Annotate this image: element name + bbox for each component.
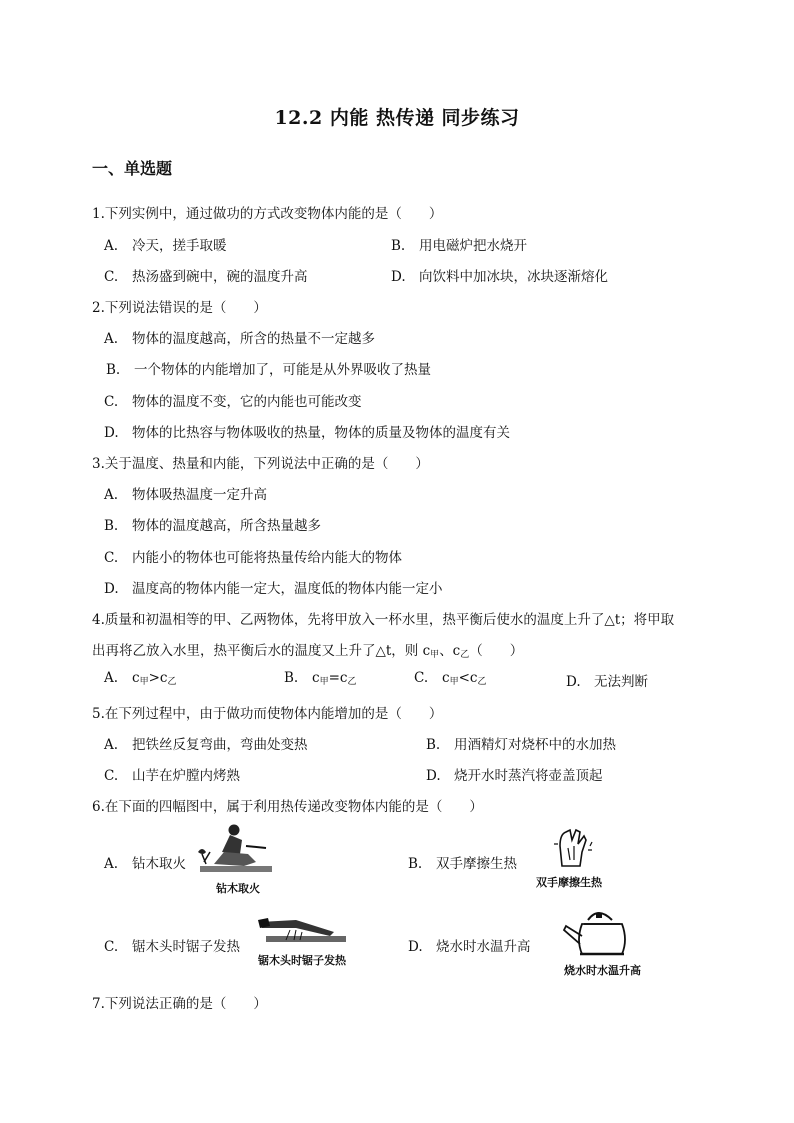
option-letter: C. (104, 269, 119, 285)
option-text: 钻木取火 (132, 856, 186, 872)
question-7-stem: 7.下列说法正确的是（ ） (92, 996, 267, 1012)
q6-option-d[interactable] (408, 935, 531, 955)
stem-text: 、c (439, 643, 461, 659)
option-letter: D. (426, 768, 441, 784)
subscript: 乙 (167, 677, 177, 687)
option-letter: D. (104, 425, 119, 441)
question-2-stem: 2.下列说法错误的是（ ） (92, 300, 267, 316)
question-4-stem-line2 (92, 639, 523, 660)
q1-option-c[interactable] (104, 265, 308, 285)
option-text: 向饮料中加冰块，冰块逐渐熔化 (419, 269, 608, 285)
option-letter: B. (391, 238, 406, 254)
subscript: 乙 (460, 650, 470, 660)
q5-option-c[interactable] (104, 764, 240, 784)
subscript: 甲 (430, 650, 440, 660)
option-text: 一个物体的内能增加了，可能是从外界吸收了热量 (134, 362, 431, 378)
subscript: 甲 (319, 677, 329, 687)
q5-option-d[interactable] (426, 764, 603, 784)
kettle-illustration (560, 906, 638, 960)
option-text: c (312, 670, 320, 686)
question-1-stem: 1.下列实例中，通过做功的方式改变物体内能的是（ ） (92, 206, 443, 222)
q5-option-b[interactable] (426, 733, 616, 753)
question-5-stem: 5.在下列过程中，由于做功而使物体内能增加的是（ ） (92, 706, 443, 722)
section-heading: 一、单选题 (92, 159, 173, 178)
option-letter: C. (104, 394, 119, 410)
q4-option-d[interactable] (566, 670, 648, 690)
option-letter: C. (104, 550, 119, 566)
q6-option-b[interactable] (408, 852, 517, 872)
option-text: 双手摩擦生热 (436, 856, 517, 872)
option-text: >c (148, 670, 168, 686)
subscript: 乙 (347, 677, 357, 687)
option-letter: A. (104, 737, 119, 753)
option-text: <c (458, 670, 478, 686)
option-letter: B. (106, 362, 121, 378)
option-text: 锯木头时锯子发热 (132, 939, 240, 955)
sawing-wood-illustration (256, 914, 352, 948)
subscript: 乙 (477, 677, 487, 687)
q4-option-b[interactable] (284, 670, 356, 687)
subscript: 甲 (139, 677, 149, 687)
option-text: 冷天，搓手取暖 (132, 238, 227, 254)
option-letter: B. (408, 856, 423, 872)
q6-option-c[interactable] (104, 935, 240, 955)
option-text: 物体吸热温度一定升高 (132, 487, 267, 503)
option-letter: D. (391, 269, 406, 285)
q1-option-a[interactable] (104, 234, 227, 254)
question-4-stem-line1: 4.质量和初温相等的甲、乙两物体，先将甲放入一杯水里，热平衡后使水的温度上升了△t；将甲取 (92, 612, 675, 628)
option-letter: C. (414, 670, 429, 686)
option-letter: A. (104, 331, 119, 347)
option-text: 把铁丝反复弯曲，弯曲处变热 (132, 737, 308, 753)
option-letter: B. (284, 670, 299, 686)
q2-option-b[interactable] (106, 358, 431, 378)
option-text: 物体的温度越高，所含的热量不一定越多 (132, 331, 375, 347)
option-letter: A. (104, 670, 119, 686)
option-letter: C. (104, 939, 119, 955)
q2-option-c[interactable] (104, 390, 362, 410)
q4-option-a[interactable] (104, 670, 176, 687)
option-text: 温度高的物体内能一定大，温度低的物体内能一定小 (132, 581, 443, 597)
option-text: 用电磁炉把水烧开 (419, 238, 527, 254)
q3-option-b[interactable] (104, 514, 321, 534)
stem-text: 出再将乙放入水里，热平衡后水的温度又上升了△t，则 c (92, 643, 431, 659)
q3-option-d[interactable] (104, 577, 443, 597)
stem-text: （ ） (469, 643, 524, 659)
option-text: 烧开水时蒸汽将壶盖顶起 (454, 768, 603, 784)
question-6-stem: 6.在下面的四幅图中，属于利用热传递改变物体内能的是（ ） (92, 799, 483, 815)
option-text: 物体的温度不变，它的内能也可能改变 (132, 394, 362, 410)
question-3-stem: 3.关于温度、热量和内能，下列说法中正确的是（ ） (92, 456, 429, 472)
q1-option-b[interactable] (391, 234, 527, 254)
drilling-wood-fire-illustration (196, 822, 276, 880)
option-letter: A. (104, 238, 119, 254)
option-text: 内能小的物体也可能将热量传给内能大的物体 (132, 550, 402, 566)
q4-option-c[interactable] (414, 670, 486, 687)
caption-b: 双手摩擦生热 (536, 876, 602, 889)
option-letter: D. (408, 939, 423, 955)
option-text: 用酒精灯对烧杯中的水加热 (454, 737, 616, 753)
option-letter: A. (104, 487, 119, 503)
option-text: =c (328, 670, 348, 686)
option-letter: B. (104, 518, 119, 534)
q3-option-a[interactable] (104, 483, 267, 503)
page-title: 12.2 内能 热传递 同步练习 (274, 107, 520, 129)
option-letter: C. (104, 768, 119, 784)
caption-c: 锯木头时锯子发热 (258, 954, 346, 967)
option-letter: A. (104, 856, 119, 872)
option-letter: B. (426, 737, 441, 753)
option-text: 无法判断 (594, 674, 648, 690)
q2-option-d[interactable] (104, 421, 510, 441)
caption-d: 烧水时水温升高 (564, 964, 641, 977)
option-text: 物体的比热容与物体吸收的热量，物体的质量及物体的温度有关 (132, 425, 510, 441)
option-letter: D. (104, 581, 119, 597)
caption-a: 钻木取火 (216, 882, 260, 895)
option-text: c (442, 670, 450, 686)
option-text: 热汤盛到碗中，碗的温度升高 (132, 269, 308, 285)
option-text: 山芋在炉膛内烤熟 (132, 768, 240, 784)
subscript: 甲 (449, 677, 459, 687)
q2-option-a[interactable] (104, 327, 375, 347)
q3-option-c[interactable] (104, 546, 402, 566)
option-letter: D. (566, 674, 581, 690)
q6-option-a[interactable] (104, 852, 186, 872)
option-text: 物体的温度越高，所含热量越多 (132, 518, 321, 534)
q5-option-a[interactable] (104, 733, 308, 753)
option-text: 烧水时水温升高 (436, 939, 531, 955)
q1-option-d[interactable] (391, 265, 608, 285)
hands-rubbing-illustration (552, 826, 594, 870)
option-text: c (132, 670, 140, 686)
